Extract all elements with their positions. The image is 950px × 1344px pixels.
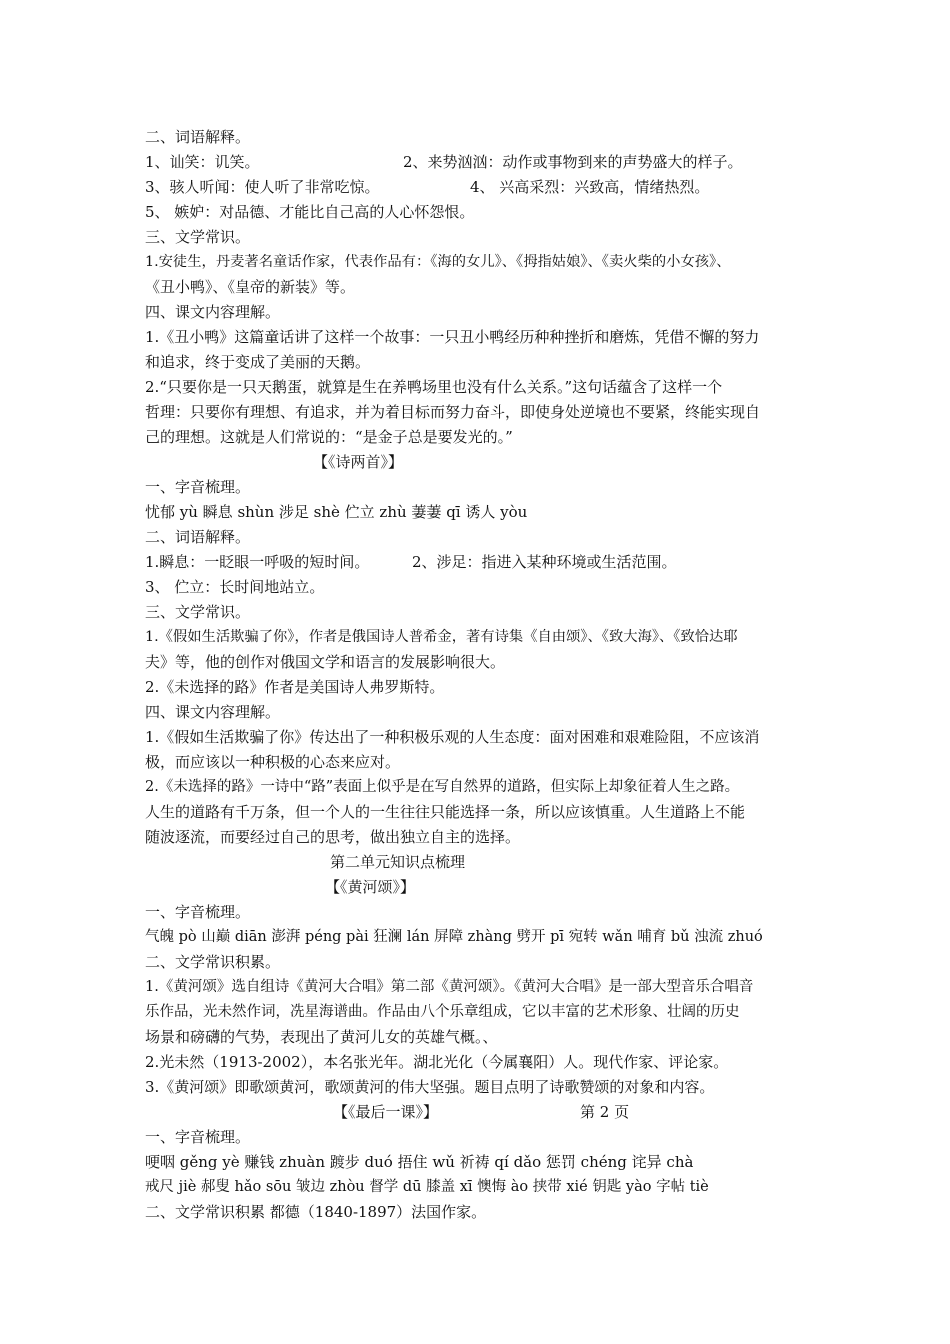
unit-title: 第二单元知识点梳理 (330, 853, 466, 871)
section-heading: 一、字音梳理。 (145, 1128, 251, 1146)
pinyin-line: 忧郁 yù 瞬息 shùn 涉足 shè 伫立 zhù 萋萋 qī 诱人 yòu (145, 503, 528, 521)
text-line: 场景和磅礴的气势，表现出了黄河儿女的英雄气概。、 (145, 1028, 498, 1046)
lesson-title: 【《黄河颂》】 (325, 878, 416, 896)
text-line: 1.安徒生，丹麦著名童话作家，代表作品有：《海的女儿》、《拇指姑娘》、《卖火柴的小女孩》、 (145, 254, 731, 270)
text-line: 3.《黄河颂》即歌颂黄河，歌颂黄河的伟大坚强。题目点明了诗歌赞颂的对象和内容。 (145, 1078, 715, 1096)
text-line: 4、 兴高采烈：兴致高，情绪热烈。 (470, 178, 710, 196)
text-line: 1.《假如生活欺骗了你》传达出了一种积极乐观的人生态度：面对困难和艰难险阻，不应该消 (145, 728, 760, 746)
text-line: 极，而应该以一种积极的心态来应对。 (145, 753, 401, 771)
section-heading: 二、文学常识积累。 (145, 953, 281, 971)
section-heading: 三、文学常识。 (145, 603, 251, 621)
text-line: 3、骇人听闻：使人听了非常吃惊。 (145, 178, 380, 196)
text-line: 2.“只要你是一只天鹅蛋，就算是生在养鸭场里也没有什么关系。”这句话蕴含了这样一个 (145, 378, 723, 396)
section-heading: 四、课文内容理解。 (145, 703, 281, 721)
section-heading: 二、词语解释。 (145, 128, 251, 146)
section-heading: 一、字音梳理。 (145, 478, 251, 496)
pinyin-line: 气魄 pò 山巅 diān 澎湃 péng pài 狂澜 lán 屏障 zhàng 劈开 pī 宛转 wǎn 哺育 bǔ 浊流 zhuó (145, 929, 763, 945)
text-line: 2.《未选择的路》一诗中“路”表面上似乎是在写自然界的道路，但实际上却象征着人生之路。 (145, 779, 740, 795)
text-line: 2.光未然（1913-2002），本名张光年。湖北光化（今属襄阳）人。现代作家、评论家。 (145, 1053, 729, 1071)
section-heading: 一、字音梳理。 (145, 903, 251, 921)
text-line: 1.《假如生活欺骗了你》，作者是俄国诗人普希金，著有诗集《自由颂》、《致大海》、《致恰达耶 (145, 629, 738, 645)
text-line: 2、涉足：指进入某种环境或生活范围。 (412, 553, 677, 571)
text-line: 1.《丑小鸭》这篇童话讲了这样一个故事：一只丑小鸭经历种种挫折和磨炼，凭借不懈的努力 (145, 328, 760, 346)
text-line: 5、 嫉妒：对品德、才能比自己高的人心怀怨恨。 (145, 203, 475, 221)
pinyin-line: 戒尺 jiè 郝叟 hǎo sōu 皱边 zhòu 督学 dū 膝盖 xī 懊悔 ào 挟带 xié 钥匙 yào 字帖 tiè (145, 1179, 709, 1195)
text-line: 1.《黄河颂》选自组诗《黄河大合唱》第二部《黄河颂》。《黄河大合唱》是一部大型音乐合唱音 (145, 979, 754, 995)
text-line: 人生的道路有千万条，但一个人的一生往往只能选择一条，所以应该慎重。人生道路上不能 (145, 803, 746, 821)
lesson-title: 【《最后一课》】 (333, 1103, 439, 1121)
lesson-title: 【《诗两首》】 (313, 453, 404, 471)
text-line: 1.瞬息：一眨眼一呼吸的短时间。 (145, 553, 370, 571)
page-number: 第 2 页 (580, 1103, 630, 1121)
pinyin-line: 哽咽 gěng yè 赚钱 zhuàn 踱步 duó 捂住 wǔ 祈祷 qí dǎo 惩罚 chéng 诧异 chà (145, 1153, 694, 1171)
section-heading: 二、文学常识积累 都德（1840-1897）法国作家。 (145, 1203, 487, 1221)
section-heading: 二、词语解释。 (145, 528, 251, 546)
text-line: 夫》等，他的创作对俄国文学和语言的发展影响很大。 (145, 653, 506, 671)
text-line: 1、讪笑：讥笑。 (145, 153, 260, 171)
section-heading: 四、课文内容理解。 (145, 303, 281, 321)
text-line: 3、 伫立：长时间地站立。 (145, 578, 325, 596)
text-line: 哲理：只要你有理想、有追求，并为着目标而努力奋斗，即使身处逆境也不要紧，终能实现自 (145, 403, 761, 421)
text-line: 2.《未选择的路》作者是美国诗人弗罗斯特。 (145, 678, 445, 696)
text-line: 乐作品，光未然作词，冼星海谱曲。作品由八个乐章组成，它以丰富的艺术形象、壮阔的历史 (145, 1004, 740, 1020)
section-heading: 三、文学常识。 (145, 228, 251, 246)
text-line: 2、来势汹汹：动作或事物到来的声势盛大的样子。 (403, 153, 743, 171)
text-line: 《丑小鸭》、《皇帝的新装》等。 (145, 278, 356, 296)
text-line: 己的理想。这就是人们常说的：“是金子总是要发光的。” (145, 428, 513, 446)
text-line: 和追求，终于变成了美丽的天鹅。 (145, 353, 371, 371)
text-line: 随波逐流，而要经过自己的思考，做出独立自主的选择。 (145, 828, 521, 846)
